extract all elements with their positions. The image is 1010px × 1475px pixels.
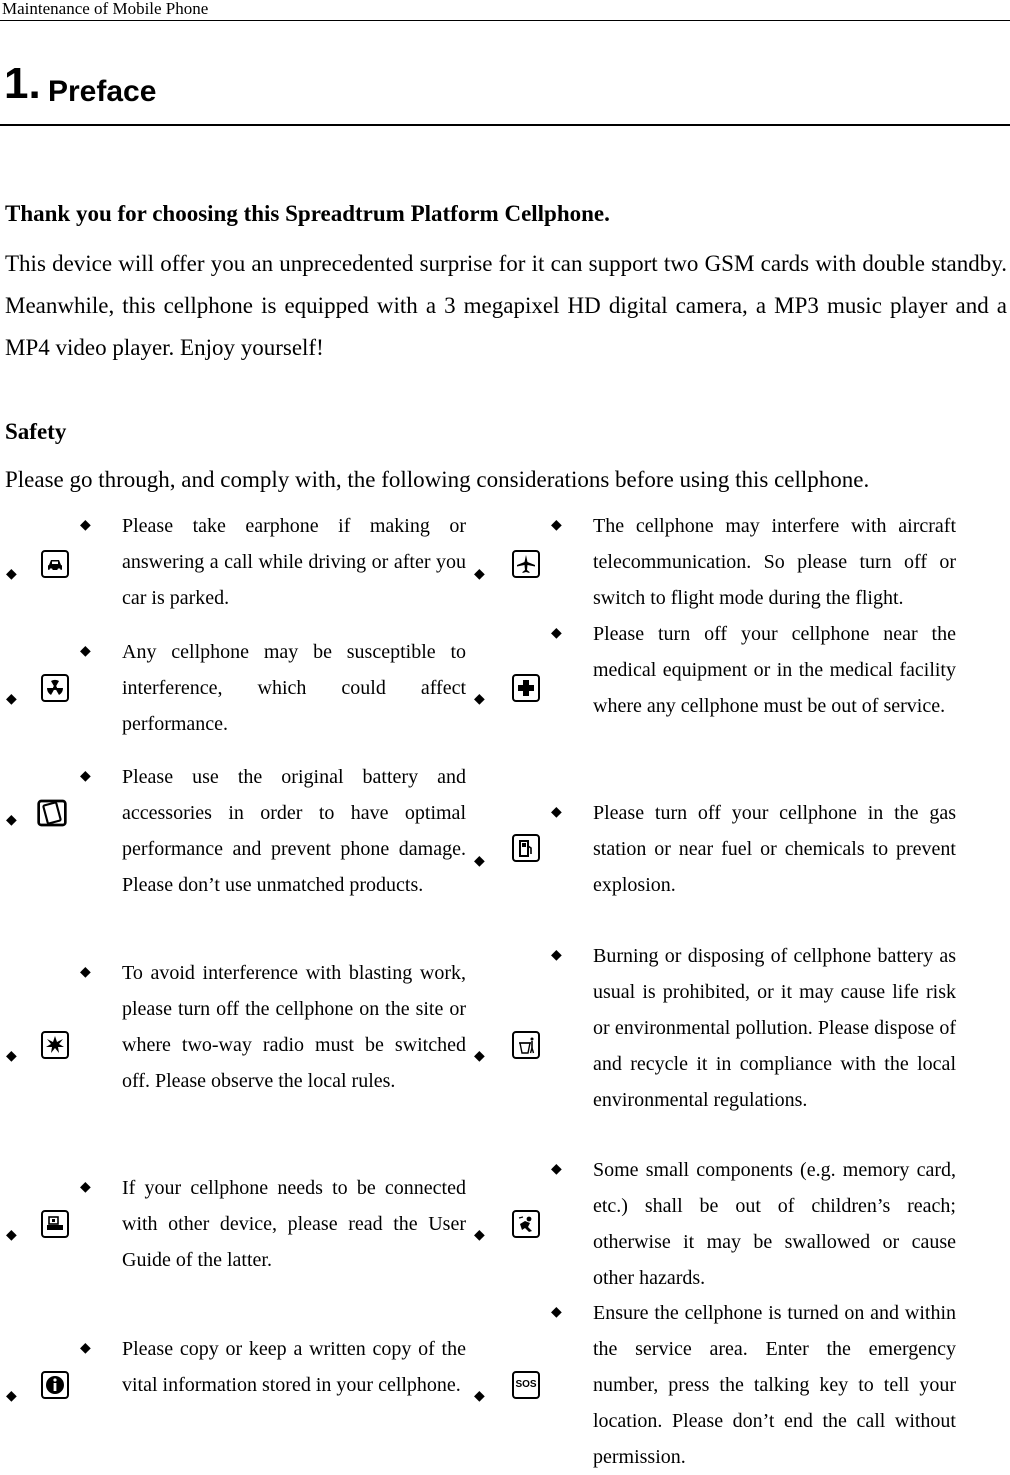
- bullet-glyph: ◆: [474, 1389, 485, 1404]
- bullet-glyph: ◆: [6, 1389, 17, 1404]
- safety-lead: Please go through, and comply with, the following considerations before using this cellphone.: [5, 467, 870, 492]
- intro-body: This device will offer you an unprecedented surprise for it can support two GSM cards with double standby. Meanwhile, this cellphone is equipped with a 3 megapixel HD digital camera, a MP3 music player and a MP4 video player. Enjoy yourself!: [5, 251, 1007, 360]
- safety-item-text: Please copy or keep a written copy of the vital information stored in your cellphone.: [122, 1338, 466, 1396]
- car-icon: [41, 550, 69, 578]
- bullet-glyph: ◆: [551, 1305, 562, 1320]
- bullet-glyph: ◆: [6, 813, 17, 828]
- safety-item-text: Please turn off your cellphone in the gas station or near fuel or chemicals to prevent explosion.: [593, 802, 956, 896]
- medical-cross-icon: [512, 674, 540, 702]
- bullet-glyph: ◆: [80, 965, 91, 980]
- intro-heading: Thank you for choosing this Spreadtrum Platform Cellphone.: [5, 201, 610, 226]
- airplane-icon: [512, 550, 540, 578]
- bullet-glyph: ◆: [80, 1180, 91, 1195]
- safety-item-text: Please turn off your cellphone near the medical equipment or in the medical facility where any cellphone must be out of service.: [593, 623, 956, 717]
- battery-icon: [36, 798, 68, 828]
- radiation-icon: [41, 674, 69, 702]
- bullet-glyph: ◆: [6, 1228, 17, 1243]
- blast-icon: [41, 1031, 69, 1059]
- bullet-glyph: ◆: [551, 1162, 562, 1177]
- running-header: [0, 0, 1010, 21]
- bullet-glyph: ◆: [551, 626, 562, 641]
- bullet-glyph: ◆: [551, 805, 562, 820]
- bullet-glyph: ◆: [80, 518, 91, 533]
- bullet-glyph: ◆: [474, 692, 485, 707]
- safety-heading: Safety: [5, 419, 67, 444]
- chapter-title: Preface: [48, 75, 157, 108]
- safety-item-text: To avoid interference with blasting work, please turn off the cellphone on the site or where two-way radio must be switched off. Please observe the local rules.: [122, 962, 466, 1092]
- child-warning-icon: [512, 1210, 540, 1238]
- running-header-title: Maintenance of Mobile Phone: [2, 0, 209, 18]
- bullet-glyph: ◆: [474, 1049, 485, 1064]
- safety-item-text: Ensure the cellphone is turned on and within the service area. Enter the emergency number, press the talking key to tell your location. Please don’t end the call without permission.: [593, 1302, 956, 1468]
- safety-item-text: Please use the original battery and accessories in order to have optimal performance and prevent phone damage. Please don’t use unmatched products.: [122, 766, 466, 896]
- bullet-glyph: ◆: [551, 948, 562, 963]
- bullet-glyph: ◆: [80, 769, 91, 784]
- chapter-heading: [0, 56, 1010, 126]
- sos-icon-label: SOS: [515, 1379, 537, 1390]
- chapter-number: 1.: [4, 59, 41, 108]
- bullet-glyph: ◆: [80, 644, 91, 659]
- safety-item-text: Burning or disposing of cellphone battery as usual is prohibited, or it may cause life risk or environmental pollution. Please dispose of and recycle it in compliance with the local environmental regulations.: [593, 945, 956, 1111]
- bullet-glyph: ◆: [474, 567, 485, 582]
- sos-icon: [512, 1371, 540, 1399]
- safety-item-text: Please take earphone if making or answering a call while driving or after you car is parked.: [122, 515, 466, 609]
- device-connect-icon: [41, 1210, 69, 1238]
- bullet-glyph: ◆: [474, 854, 485, 869]
- bullet-glyph: ◆: [6, 567, 17, 582]
- safety-item-text: If your cellphone needs to be connected with other device, please read the User Guide of the latter.: [122, 1177, 466, 1271]
- bullet-glyph: ◆: [6, 1049, 17, 1064]
- gas-station-icon: [512, 834, 540, 862]
- bullet-glyph: ◆: [6, 692, 17, 707]
- info-icon: [41, 1371, 69, 1399]
- safety-item-text: Any cellphone may be susceptible to interference, which could affect performance.: [122, 641, 466, 735]
- bullet-glyph: ◆: [551, 518, 562, 533]
- bullet-glyph: ◆: [80, 1341, 91, 1356]
- safety-item-text: The cellphone may interfere with aircraft telecommunication. So please turn off or switch to flight mode during the flight.: [593, 515, 956, 609]
- safety-item-text: Some small components (e.g. memory card, etc.) shall be out of children’s reach; otherwise it may be swallowed or cause other hazards.: [593, 1159, 956, 1289]
- bullet-glyph: ◆: [474, 1228, 485, 1243]
- recycle-bin-icon: [512, 1031, 540, 1059]
